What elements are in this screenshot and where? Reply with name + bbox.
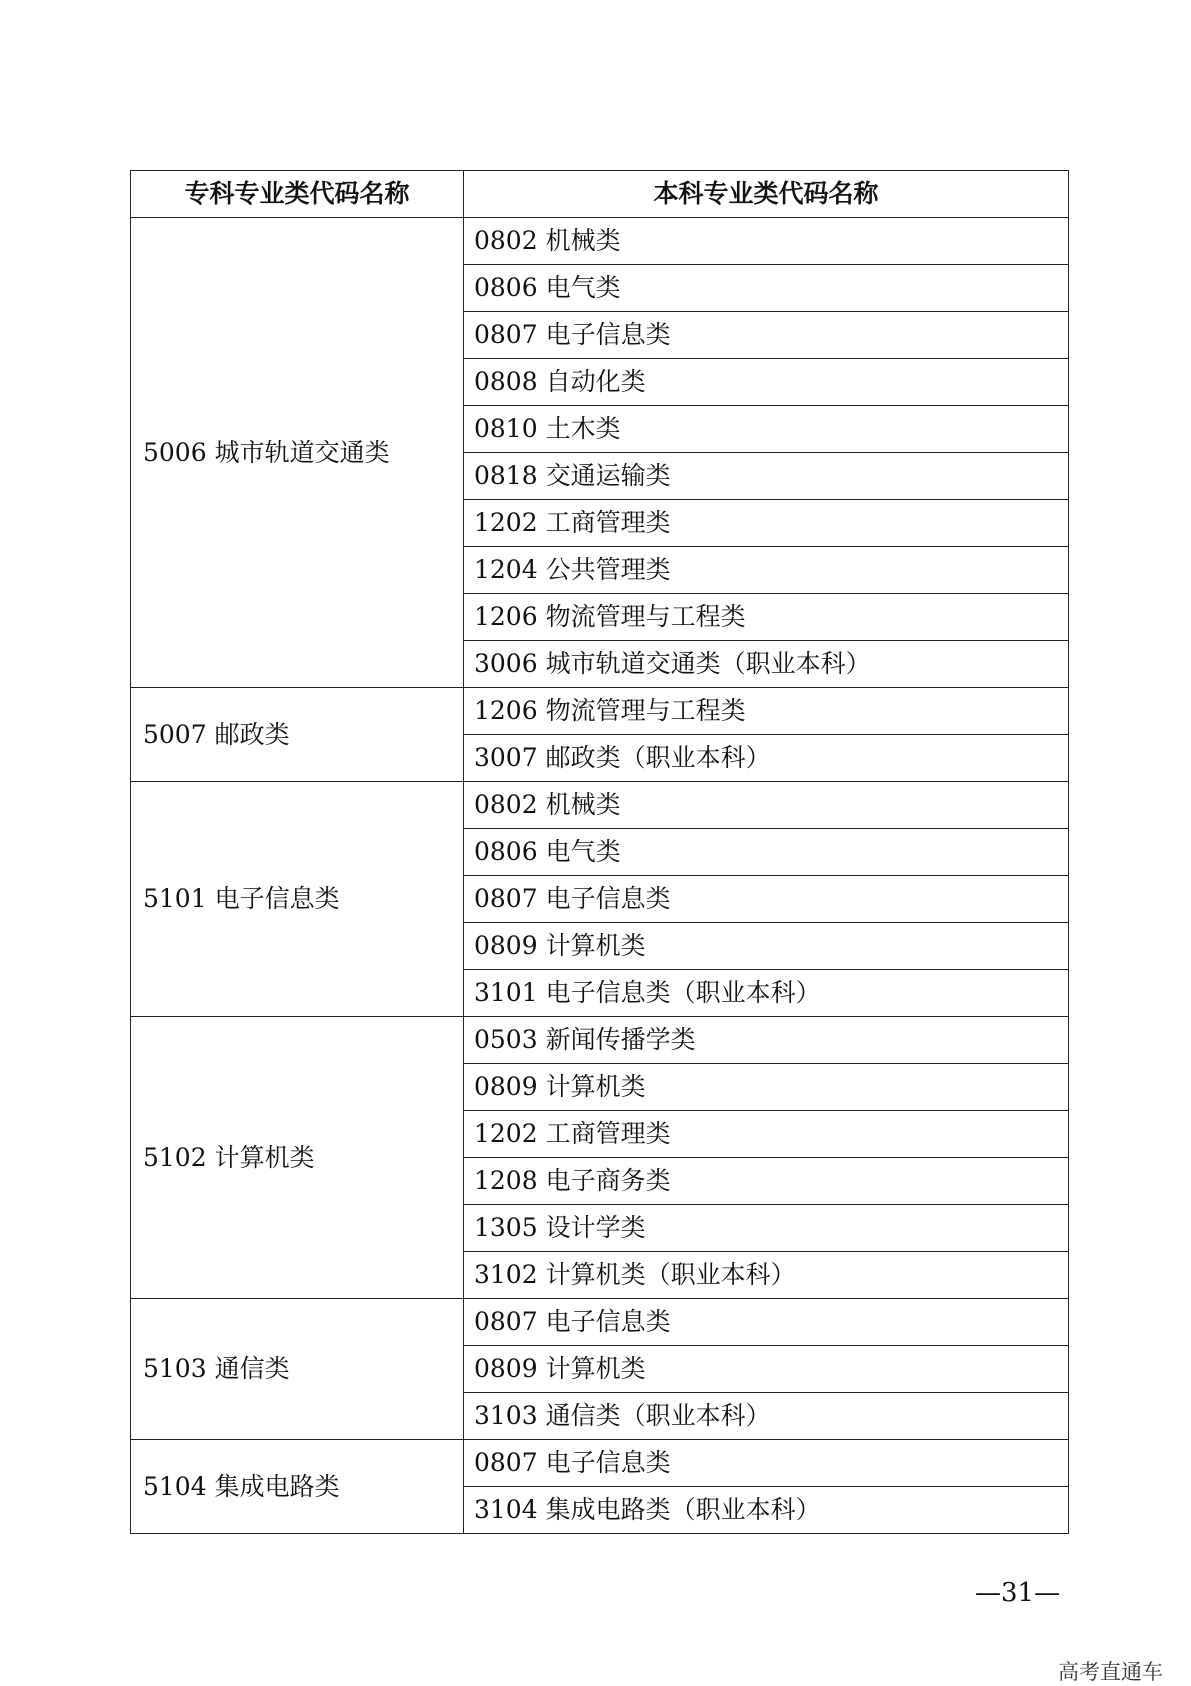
undergraduate-major-cell: 1206 物流管理与工程类 xyxy=(464,688,1069,735)
undergraduate-major-cell: 0810 土木类 xyxy=(464,406,1069,453)
undergraduate-major-cell: 1202 工商管理类 xyxy=(464,500,1069,547)
undergraduate-major-cell: 3102 计算机类（职业本科） xyxy=(464,1252,1069,1299)
undergraduate-major-cell: 0802 机械类 xyxy=(464,782,1069,829)
undergraduate-major-cell: 3006 城市轨道交通类（职业本科） xyxy=(464,641,1069,688)
table-row xyxy=(131,1017,1069,1064)
table-row xyxy=(131,1299,1069,1346)
specialty-cell: 5102 计算机类 xyxy=(131,1017,464,1299)
undergraduate-major-cell: 0809 计算机类 xyxy=(464,1346,1069,1393)
table-row xyxy=(131,1440,1069,1487)
undergraduate-major-cell: 0807 电子信息类 xyxy=(464,1299,1069,1346)
table-header-row xyxy=(131,171,1069,218)
specialty-cell: 5101 电子信息类 xyxy=(131,782,464,1017)
specialty-cell: 5104 集成电路类 xyxy=(131,1440,464,1534)
undergraduate-major-cell: 1202 工商管理类 xyxy=(464,1111,1069,1158)
undergraduate-major-cell: 0802 机械类 xyxy=(464,218,1069,265)
header-undergraduate: 本科专业类代码名称 xyxy=(464,171,1069,218)
undergraduate-major-cell: 3101 电子信息类（职业本科） xyxy=(464,970,1069,1017)
undergraduate-major-cell: 0808 自动化类 xyxy=(464,359,1069,406)
undergraduate-major-cell: 3103 通信类（职业本科） xyxy=(464,1393,1069,1440)
undergraduate-major-cell: 0806 电气类 xyxy=(464,265,1069,312)
undergraduate-major-cell: 0806 电气类 xyxy=(464,829,1069,876)
undergraduate-major-cell: 1204 公共管理类 xyxy=(464,547,1069,594)
undergraduate-major-cell: 0807 电子信息类 xyxy=(464,876,1069,923)
specialty-cell: 5103 通信类 xyxy=(131,1299,464,1440)
undergraduate-major-cell: 0503 新闻传播学类 xyxy=(464,1017,1069,1064)
undergraduate-major-cell: 1305 设计学类 xyxy=(464,1205,1069,1252)
undergraduate-major-cell: 0807 电子信息类 xyxy=(464,1440,1069,1487)
undergraduate-major-cell: 0809 计算机类 xyxy=(464,1064,1069,1111)
table-row xyxy=(131,218,1069,265)
table-row xyxy=(131,782,1069,829)
header-specialty: 专科专业类代码名称 xyxy=(131,171,464,218)
undergraduate-major-cell: 3007 邮政类（职业本科） xyxy=(464,735,1069,782)
major-mapping-table xyxy=(130,170,1069,1534)
page-number: —31— xyxy=(975,1578,1061,1608)
undergraduate-major-cell: 0818 交通运输类 xyxy=(464,453,1069,500)
undergraduate-major-cell: 0809 计算机类 xyxy=(464,923,1069,970)
undergraduate-major-cell: 1208 电子商务类 xyxy=(464,1158,1069,1205)
undergraduate-major-cell: 1206 物流管理与工程类 xyxy=(464,594,1069,641)
specialty-cell: 5007 邮政类 xyxy=(131,688,464,782)
undergraduate-major-cell: 3104 集成电路类（职业本科） xyxy=(464,1487,1069,1534)
specialty-cell: 5006 城市轨道交通类 xyxy=(131,218,464,688)
watermark: 高考直通车 xyxy=(1058,1660,1163,1684)
table-body xyxy=(131,218,1069,1534)
table-row xyxy=(131,688,1069,735)
undergraduate-major-cell: 0807 电子信息类 xyxy=(464,312,1069,359)
